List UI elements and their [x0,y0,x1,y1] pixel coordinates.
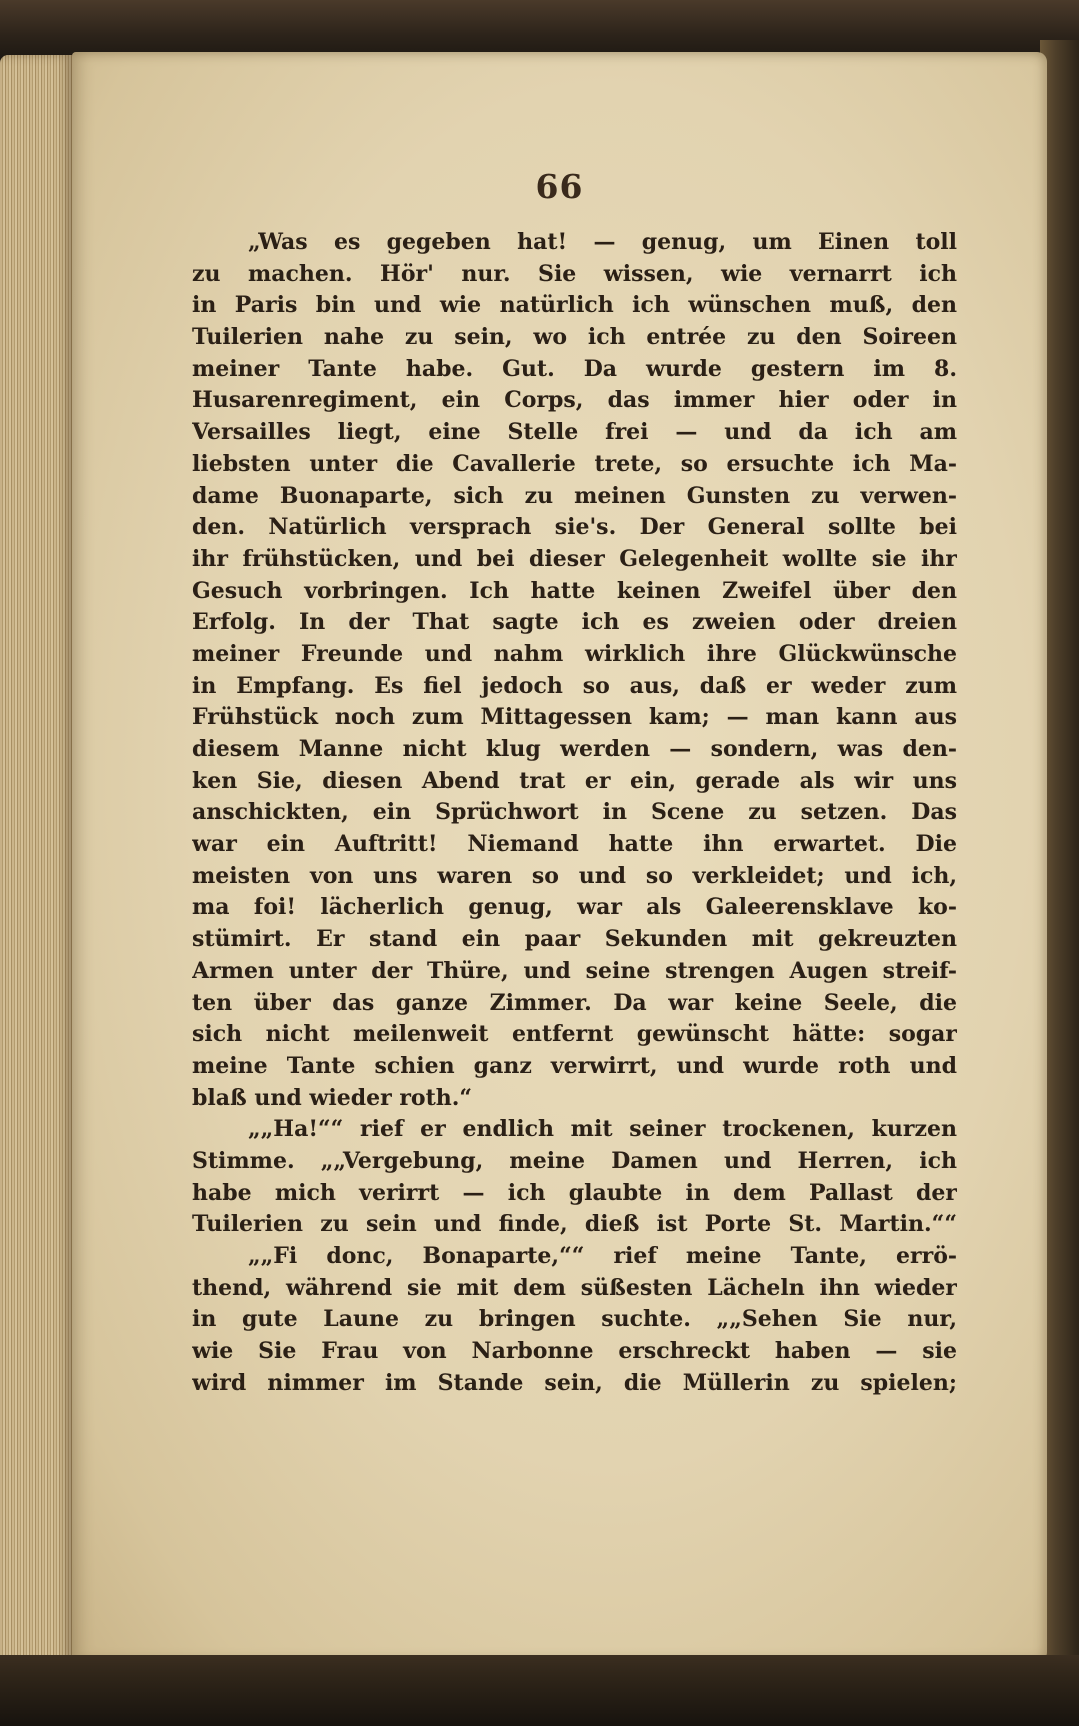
text-line: den. Natürlich versprach sie's. Der General sollte bei [192,514,957,541]
book-binding-top [0,0,1079,60]
text-line: war ein Auftritt! Niemand hatte ihn erwartet. Die [192,831,957,858]
text-line: Versailles liegt, eine Stelle frei — und da ich am [192,419,957,446]
page-number: 66 [535,167,584,206]
text-line: blaß und wieder roth.“ [192,1084,473,1111]
text-line: zu machen. Hör' nur. Sie wissen, wie vernarrt ich [192,260,957,287]
text-line: Stimme. „„Vergebung, meine Damen und Herren, ich [192,1147,957,1174]
text-line: Erfolg. In der That sagte ich es zweien oder dreien [192,609,957,636]
text-line: liebsten unter die Cavallerie trete, so ersuchte ich Ma- [192,450,957,477]
text-line: Gesuch vorbringen. Ich hatte keinen Zweifel über den [192,577,957,604]
text-line: anschickten, ein Sprüchwort in Scene zu setzen. Das [192,799,957,826]
text-line: in Empfang. Es fiel jedoch so aus, daß er weder zum [192,672,957,699]
text-line: dame Buonaparte, sich zu meinen Gunsten zu verwen- [192,482,957,509]
text-line: sich nicht meilenweit entfernt gewünscht hätte: sogar [192,1021,957,1048]
book-page [72,52,1047,1662]
text-line: meine Tante schien ganz verwirrt, und wurde roth und [192,1052,957,1079]
text-line: Husarenregiment, ein Corps, das immer hier oder in [192,387,957,414]
text-line: „„Ha!““ rief er endlich mit seiner trockenen, kurzen [248,1116,957,1143]
text-line: wie Sie Frau von Narbonne erschreckt haben — sie [192,1338,957,1365]
page-edges [0,55,72,1665]
text-line: habe mich verirrt — ich glaubte in dem Pallast der [192,1179,957,1206]
text-line: ken Sie, diesen Abend trat er ein, gerade als wir uns [192,767,957,794]
text-line: meiner Tante habe. Gut. Da wurde gestern im 8. [192,355,957,382]
text-line: meiner Freunde und nahm wirklich ihre Glückwünsche [192,640,957,667]
page-text [192,227,957,1399]
text-line: Tuilerien zu sein und finde, dieß ist Porte St. Martin.““ [192,1211,957,1238]
text-line: Frühstück noch zum Mittagessen kam; — man kann aus [192,704,957,731]
text-line: ten über das ganze Zimmer. Da war keine Seele, die [192,989,957,1016]
text-line: meisten von uns waren so und so verkleidet; und ich, [192,862,957,889]
text-line: in Paris bin und wie natürlich ich wünschen muß, den [192,292,957,319]
text-line: „Was es gegeben hat! — genug, um Einen toll [248,229,957,255]
text-line: thend, während sie mit dem süßesten Lächeln ihn wieder [192,1274,957,1301]
text-line: diesem Manne nicht klug werden — sondern, was den- [192,736,957,762]
book-binding-bottom [0,1655,1079,1726]
text-line: ma foi! lächerlich genug, war als Galeerensklave ko- [192,894,957,921]
text-line: stümirt. Er stand ein paar Sekunden mit gekreuzten [192,926,957,953]
text-line: in gute Laune zu bringen suchte. „„Sehen Sie nur, [192,1306,957,1333]
text-line: Armen unter der Thüre, und seine strengen Augen streif- [192,957,957,984]
text-line: „„Fi donc, Bonaparte,““ rief meine Tante, errö- [248,1243,957,1269]
text-line: Tuilerien nahe zu sein, wo ich entrée zu den Soireen [192,324,957,351]
text-line: ihr frühstücken, und bei dieser Gelegenheit wollte sie ihr [192,545,957,572]
text-line: wird nimmer im Stande sein, die Müllerin zu spielen; [192,1369,957,1396]
